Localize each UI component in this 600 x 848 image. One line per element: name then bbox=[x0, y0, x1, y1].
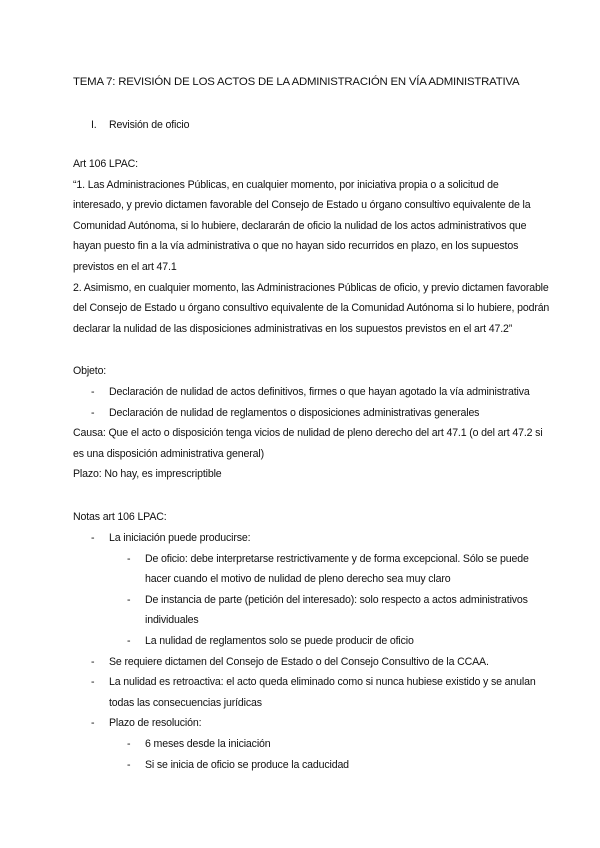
causa-line: es una disposición administrativa general) bbox=[73, 447, 264, 460]
art106-line: declarar la nulidad de las disposiciones administrativas en los supuestos previstos en el art 47.2” bbox=[73, 322, 513, 335]
bullet-dash: - bbox=[91, 406, 95, 419]
objeto-heading: Objeto: bbox=[73, 365, 107, 377]
bullet-dash: - bbox=[91, 717, 95, 730]
art106-line: hayan puesto fin a la vía administrativa o que no hayan sido recurridos en plazo, en los supuestos bbox=[73, 240, 519, 253]
sub-list-item: - Si se inicia de oficio se produce la caducidad bbox=[0, 755, 600, 776]
bullet-dash: - bbox=[91, 386, 95, 398]
notas-heading: Notas art 106 LPAC: bbox=[73, 511, 167, 523]
notas-list bbox=[0, 528, 600, 775]
list-item: - Declaración de nulidad de actos definitivos, firmes o que hayan agotado la vía administrativa bbox=[0, 382, 600, 403]
bullet-dash: - bbox=[127, 634, 131, 647]
sub-list-item-continuation: individuales bbox=[145, 614, 199, 627]
bullet-dash: - bbox=[127, 593, 131, 606]
list-item: - Se requiere dictamen del Consejo de Estado o del Consejo Consultivo de la CCAA. bbox=[0, 652, 600, 673]
notas-heading-wrap bbox=[73, 507, 533, 528]
art106-line: interesado, y previo dictamen favorable del Consejo de Estado u órgano consultivo equivalente de la bbox=[73, 199, 531, 212]
art106-line: “1. Las Administraciones Públicas, en cualquier momento, por iniciativa propia o a solicitud de bbox=[73, 178, 499, 191]
section-title: Revisión de oficio bbox=[109, 119, 190, 131]
art106-line: previstos en el art 47.1 bbox=[73, 260, 177, 273]
causa-line: Causa: Que el acto o disposición tenga vicios de nulidad de pleno derecho del art 47.1 (o del art 47.2 si bbox=[73, 427, 543, 439]
sub-list-item: - La nulidad de reglamentos solo se puede producir de oficio bbox=[0, 631, 600, 652]
list-item: - La nulidad es retroactiva: el acto queda eliminado como si nunca hubiese existido y se anulan bbox=[0, 672, 600, 693]
art106-heading: Art 106 LPAC: bbox=[73, 158, 138, 170]
sub-list-item: - 6 meses desde la iniciación bbox=[0, 734, 600, 755]
bullet-dash: - bbox=[127, 758, 131, 771]
list-item: - Plazo de resolución: bbox=[0, 713, 600, 734]
sub-list-item: - De instancia de parte (petición del interesado): solo respecto a actos administrativos bbox=[0, 590, 600, 611]
art106-block bbox=[73, 154, 550, 339]
objeto-list bbox=[0, 382, 600, 423]
bullet-dash: - bbox=[91, 655, 95, 668]
bullet-dash: - bbox=[127, 552, 131, 565]
document-title: TEMA 7: REVISIÓN DE LOS ACTOS DE LA ADMINISTRACIÓN EN VÍA ADMINISTRATIVA bbox=[73, 76, 520, 88]
bullet-dash: - bbox=[127, 737, 131, 750]
list-item-continuation: todas las consecuencias jurídicas bbox=[109, 696, 262, 709]
art106-line: del Consejo de Estado u órgano consultivo equivalente de la Comunidad Autónoma si lo hubiere, podrán bbox=[73, 302, 550, 315]
sub-list-item: - De oficio: debe interpretarse restrictivamente y de forma excepcional. Sólo se puede bbox=[0, 549, 600, 570]
bullet-dash: - bbox=[91, 532, 95, 544]
objeto-heading-wrap bbox=[73, 361, 533, 382]
sub-list-item-continuation: hacer cuando el motivo de nulidad de pleno derecho sea muy claro bbox=[145, 573, 451, 586]
section-number: I. bbox=[91, 119, 97, 131]
causa-plazo-block bbox=[73, 423, 543, 485]
art106-line: 2. Asimismo, en cualquier momento, las Administraciones Públicas de oficio, y previo dictamen favorable bbox=[73, 281, 549, 294]
bullet-dash: - bbox=[91, 676, 95, 689]
plazo-line: Plazo: No hay, es imprescriptible bbox=[73, 468, 222, 481]
list-item: - Declaración de nulidad de reglamentos o disposiciones administrativas generales bbox=[0, 403, 600, 424]
list-item: - La iniciación puede producirse: bbox=[0, 528, 600, 549]
art106-line: Comunidad Autónoma, si lo hubiere, declararán de oficio la nulidad de los actos administrativos que bbox=[73, 219, 527, 232]
